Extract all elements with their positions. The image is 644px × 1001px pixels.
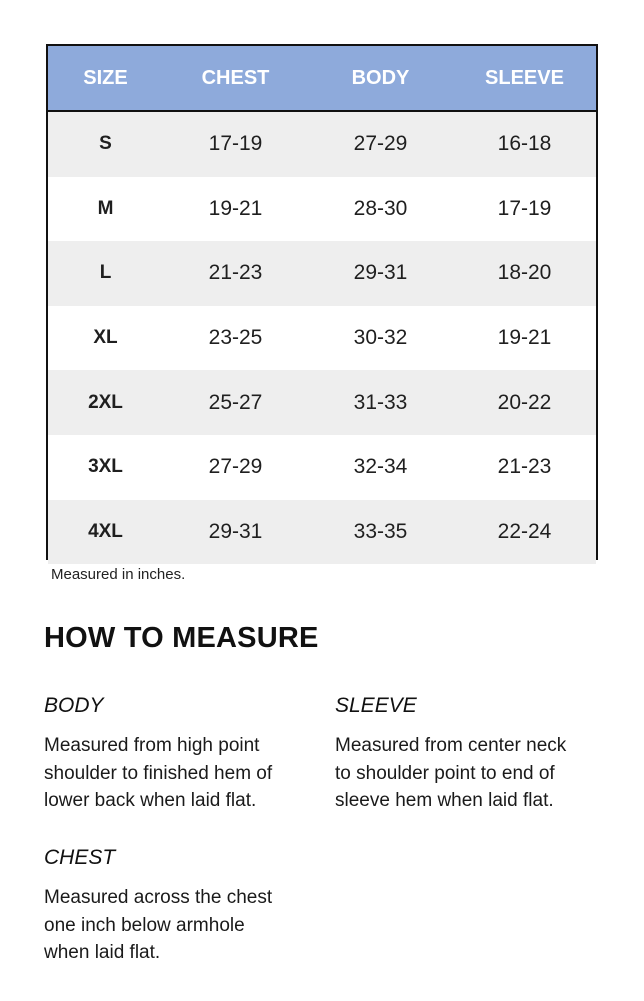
sleeve-measure-label: SLEEVE xyxy=(335,694,417,717)
table-row xyxy=(48,370,596,435)
header-size: SIZE xyxy=(83,66,128,89)
size-cell: L xyxy=(99,262,112,284)
chest-cell: 23-25 xyxy=(208,326,263,350)
table-row xyxy=(48,241,596,306)
description-line: one inch below armhole xyxy=(44,914,245,936)
how-to-measure-heading: HOW TO MEASURE xyxy=(44,622,319,654)
chest-cell: 25-27 xyxy=(208,390,263,414)
chest-measure-section xyxy=(44,846,324,967)
body-cell: 33-35 xyxy=(353,519,408,543)
body-cell: 29-31 xyxy=(353,261,408,285)
description-line: sleeve hem when laid flat. xyxy=(335,790,554,811)
sleeve-cell: 18-20 xyxy=(497,261,552,285)
description-line: shoulder to finished hem of xyxy=(44,762,273,784)
table-body xyxy=(48,112,596,564)
sleeve-cell: 19-21 xyxy=(497,326,552,350)
sleeve-measure-description xyxy=(335,732,605,815)
sleeve-cell: 17-19 xyxy=(497,196,552,220)
description-line: lower back when laid flat. xyxy=(44,790,257,811)
table-row xyxy=(48,112,596,177)
description-line: to shoulder point to end of xyxy=(335,762,555,784)
size-cell: 4XL xyxy=(88,520,123,542)
size-cell: 3XL xyxy=(88,456,123,478)
size-cell: 2XL xyxy=(88,391,123,413)
table-row xyxy=(48,306,596,371)
sleeve-cell: 22-24 xyxy=(497,519,552,543)
table-row xyxy=(48,435,596,500)
table-header-row xyxy=(48,46,596,112)
body-cell: 32-34 xyxy=(353,455,408,479)
sleeve-cell: 21-23 xyxy=(497,455,552,479)
sleeve-cell: 20-22 xyxy=(497,390,552,414)
size-cell: S xyxy=(99,133,112,155)
size-chart-table xyxy=(46,44,598,560)
body-cell: 27-29 xyxy=(353,132,408,156)
description-line: when laid flat. xyxy=(44,942,161,963)
units-note: Measured in inches. xyxy=(51,566,186,583)
chest-cell: 27-29 xyxy=(208,455,263,479)
chest-cell: 19-21 xyxy=(208,196,263,220)
body-measure-label: BODY xyxy=(44,694,104,717)
body-cell: 31-33 xyxy=(353,390,408,414)
description-line: Measured across the chest xyxy=(44,887,273,908)
size-cell: M xyxy=(97,197,114,219)
sleeve-measure-section xyxy=(335,694,605,815)
chest-cell: 17-19 xyxy=(208,132,263,156)
sleeve-cell: 16-18 xyxy=(497,132,552,156)
body-measure-section xyxy=(44,694,324,815)
table-row xyxy=(48,500,596,565)
body-cell: 30-32 xyxy=(353,326,408,350)
description-line: Measured from center neck xyxy=(335,735,567,756)
chest-cell: 21-23 xyxy=(208,261,263,285)
description-line: Measured from high point xyxy=(44,735,260,756)
table-row xyxy=(48,177,596,242)
body-measure-description xyxy=(44,732,324,815)
chest-measure-label: CHEST xyxy=(44,846,116,869)
chest-measure-description xyxy=(44,884,324,967)
header-chest: CHEST xyxy=(201,66,270,89)
header-sleeve: SLEEVE xyxy=(485,66,564,89)
chest-cell: 29-31 xyxy=(208,519,263,543)
size-cell: XL xyxy=(93,327,118,349)
header-body: BODY xyxy=(351,66,410,89)
body-cell: 28-30 xyxy=(353,196,408,220)
